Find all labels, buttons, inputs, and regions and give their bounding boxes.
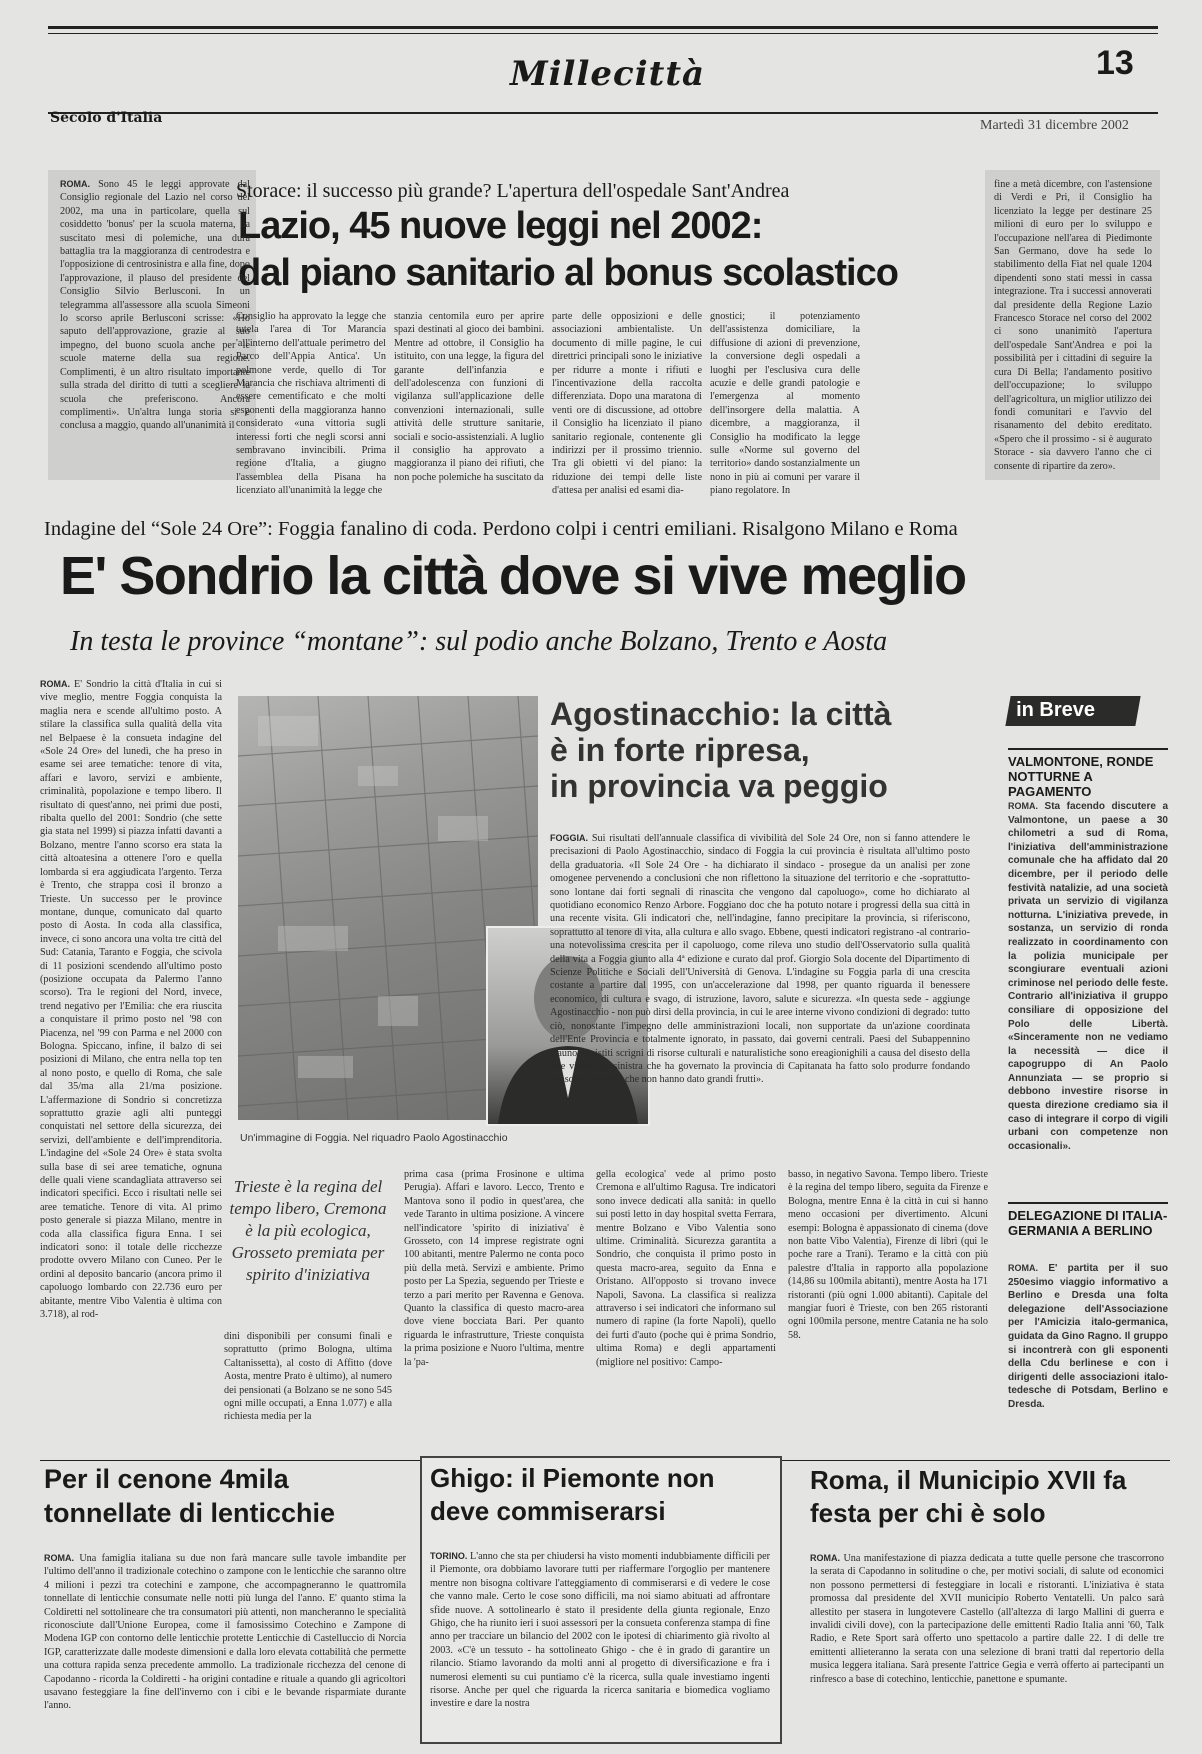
top-double-rule (48, 26, 1158, 29)
agos-dateline: FOGGIA. (550, 833, 588, 843)
ghigo-dateline: TORINO. (430, 1551, 468, 1561)
lazio-headline-line2: dal piano sanitario al bonus scolastico (238, 252, 898, 294)
inbreve-item1-dateline: ROMA. (1008, 801, 1038, 811)
page-number: 13 (1096, 44, 1134, 82)
lenticchie-body: Una famiglia italiana su due non farà mancare sulle tavole imbandite per l'ultimo dell'anno il tradizionale cotechino o zampone con le lenticchie che saranno oltre 4 milioni i pezzi tra cotechini e zampone, che accompagneranno le quattromila tonnellate di lenticchie consumate nelle notti più lunga del l'anno. E' quanto stima la Coldiretti nel sottolineare che tra consumatori più attenti, non mancheranno le specialità riconosciute dall'Unione Europea, come il famosissimo Cotechino e Zampone di Modena IGP con contorno delle lenticchie protette Lenticchie di Castelluccio di Norcia IGP, caratterizzate dalle modeste dimensioni e dalla loro elevata cottabilità che permette una cottura rapida senza precedente ammollo. La tradizionale ricchezza del cenone di Capodanno - ricorda la Coldiretti - ha origini contadine e rituale a quando gli agricoltori usavano festeggiare la fine dell'inverno con i cibi e le bevande risparmiate durante l'anno. (44, 1553, 407, 1712)
agostinacchio-text (550, 832, 970, 1122)
lazio-col-6 (994, 178, 1152, 476)
lazio-col-3-text: stanzia centomila euro per aprire spazi destinati al gioco dei bambini. Mentre ad ottobre, il Consiglio ha istituito, con una legge, la figura del garante dell'infanzia e dell'adolescenza con funzioni di vigilanza sull'applicazione delle convenzioni internazionali, sulle attività delle strutture sanitarie, sociali e socio-assistenziali. A luglio il consiglio ha approvato a maggioranza il piano dei rifiuti, che non poche polemiche ha suscitato da (394, 311, 544, 483)
municipio-text (810, 1552, 1164, 1742)
sondrio-col-b2-text: prima casa (prima Frosinone e ultima Perugia). Affari e lavoro. Lecco, Trento e Mantova sono il podio in quest'area, che vede Taranto in ultima posizione. A vincere nell'indicatore 'spirito di iniziativa' è Grosseto, con 14 imprese registrate ogni 100 abitanti, mentre Palermo ne conta poco più della metà. Servizi e ambiente. Primo posto per La Spezia, seguendo per Trieste e terzo a pari merito per Ravenna e Genova. Quanto la classifica di questo macro-area dove viene bocciata Bari. Per quanto riguarda le infrastrutture, Trieste conquista la prima posizione e Nuoro l'ultima, mentre la 'pa- (404, 1169, 584, 1368)
sondrio-col-b3 (596, 1168, 776, 1452)
lenticchie-title: Per il cenone 4mila tonnellate di lenticchie (44, 1464, 336, 1528)
ghigo-body: L'anno che sta per chiudersi ha visto momenti indubbiamente difficili per il Piemonte, ora dobbiamo lavorare tutti per riaffermare l'orgoglio per mantenere mentre non bisogna coltivare l'atteggiamento di commiserarsi e di vedere le cose che vanno male. Certo le cose sono difficili, ma noi siamo abituati ad affrontare sfide nuove. A sottolinearlo è stato il presidente della giunta regionale, Enzo Ghigo, che ha riunito ieri i suoi assessori per la consueta conferenza stampa di fine anno per tracciare un bilancio del 2002 con le ipotesi di chiarimento già rivolto al 2003. «C'è un tessuto - ha sottolineato Ghigo - che è in grado di garantire un rilancio. Stiamo lavorando da molti anni al progetto di diversificazione e fra i numerosi elementi su cui puntiamo c'è la ricerca, sulla quale investiamo ingenti risorse. Anche per quel che riguarda la ricerca sanitaria e biomedica vogliamo investire e dare la nostra (430, 1551, 771, 1710)
inbreve-item2-dateline: ROMA. (1008, 1263, 1038, 1273)
municipio-body: Una manifestazione di piazza dedicata a tutte quelle persone che trascorrono la serata di Capodanno in solitudine o che, per motivi sociali, di salute od economici non possono permettersi di festeggiare in locali e ristoranti. L'iniziativa è stata promossa dal presidente del XVII municipio Roberto Ventatelli. Un palco sarà allestito per stasera in lungotevere Castello (all'altezza di largo Mallini di guerra e invalidi civili dove), con la partecipazione delle emittenti Radio Italia anni '60, Talk Radio, e Rete Sport sarà offerto uno spettacolo a partire dalle 22. I di delle tre emittenti allieteranno la serata con una selezione di brani tratti dal repertorio della musica leggera italiana. Sarà presente l'attrice Gegia e verrà offerto ai partecipanti un rinfresco a base di cotechino, lenticchie, panettone e spumante. (810, 1553, 1164, 1685)
lazio-col-4-text: parte delle opposizioni e delle associazioni ambientaliste. Un documento di mille pagine, le cui direttrici principali sono le iniziative per ridurre a monte i rifiuti e l'incentivazione della raccolta differenziata. Dopo una maratona di venti ore di discussione, ad ottobre il Consiglio ha licenziato il piano sanitario regionale, contenente gli indirizzi per il prossimo triennio. Tra gli obietti vi del piano: la riduzione dei tempi delle liste d'attesa per analisi ed esami dia- (552, 311, 702, 497)
agos-headline-line2: è in forte ripresa, (550, 732, 810, 768)
paper-name: Secolo d'Italia (50, 110, 163, 126)
inbreve-label: in Breve (1016, 699, 1096, 721)
lenticchie-text (44, 1552, 406, 1742)
inbreve-sidebar (998, 690, 1170, 1460)
foggia-aerial-photo (238, 696, 538, 1120)
lazio-col-1 (60, 178, 250, 476)
sondrio-col-b3-text: gella ecologica' vede al primo posto Cremona e all'ultimo Ragusa. Tre indicatori sono invece dedicati alla sanità: in quello sui posti letto in day hospital svetta Ferrara, mentre Bolzano e Vibo Valentia sono ultime. Criminalità. Sicurezza garantita a Sondrio, che conquista il primo posto in questa macro-area, seguito da Enna e Oristano. All'opposto si trovano invece Napoli, Savona. La classifica si realizza attraverso i sei indicatori che informano sul numero di rapine (la forte Napoli), quello dei furti d'auto (poche qui è prima Sondrio, ultima Roma) e degli appartamenti (migliore nel positivo: Campo- (596, 1169, 776, 1368)
agos-headline-line3: in provincia va peggio (550, 768, 888, 804)
inbreve-label-box (1005, 696, 1140, 726)
sondrio-headline: E' Sondrio la città dove si vive meglio (60, 546, 966, 606)
sondrio-col-b2 (404, 1168, 584, 1452)
sondrio-col-left-text: E' Sondrio la città d'Italia in cui si vive meglio, mentre Foggia conquista la maglia nera e scende all'ultimo posto. A stilare la classifica sulla qualità della vita nel Belpaese è la consueta indagine del «Sole 24 Ore» del lunedì, che ha preso in esame sei aree tematiche: tenore di vita, affari e lavoro, servizi e ambiente, criminalità, popolazione e tempo libero. Il risultato di quest'anno, nei primi due posti, ribalta quello del 2001: Sondrio (che sette gia stata nel 1999) si piazza infatti davanti a Bolzano, mentre l'anno scorso era stata la città altoatesina a ottenere l'oro e quella lombarda si era aggiudicata l'argento. Terza è Trento, che strappa così il bronzo a Trieste. Un successo per le province montane, dunque, comunicato dal quarto posto di Aosta. In coda alla classifica, invece, ci sono ancora una volta tre città del Sud: Catania, Taranto e Foggia, che scivola di 11 posizioni scendendo all'ultimo posto (posizione occupata da Palermo l'anno scorso). Tra le regioni del Nord, invece, trend negativo per l'Emilia: che era riuscita a conquistare il primo posto nel '98 con Piacenza, nel '99 con Parma e nel 2000 con Bologna. Spiccano, infine, il balzo di sei posizioni di Milano, che entra nella top ten al nono posto, e quello di Roma, che sale dal 35/ma alla 21/ma posizione. L'affermazione di Sondrio si concretizza soprattutto grazie agli alti punteggi conquistati nel settore della sicurezza, dei servizi, dell'ambiente e dell'imprenditoria. L'indagine del «Sole 24 Ore» è stata svolta sulla base di sei aree tematiche, ognuna delle quali viene scandagliata attraverso sei indicatori specifici. Ecco i risultati nelle sei aree tematiche. Tenore di vita. Al primo posto generale si piazza Milano, mentre in coda alla classifica figura Enna. I sei indicatori sono: il totale delle ricchezze prodotte ovvero Milano con Cuneo. Per le ordini al deposito bancario (ancora primo il capoluogo lombardo con 22.736 euro per abitante, mentre Vibo Valentia è ultima con 3.718), al rod- (40, 679, 223, 1321)
lazio-kicker: Storace: il successo più grande? L'apertura dell'ospedale Sant'Andrea (236, 180, 790, 202)
ghigo-title: Ghigo: il Piemonte non deve commiserarsi (430, 1463, 715, 1526)
agostinacchio-headline (550, 696, 970, 804)
sondrio-col-b4 (788, 1168, 988, 1452)
municipio-title: Roma, il Municipio XVII fa festa per chi è solo (810, 1465, 1127, 1528)
inbreve-item1-text (1008, 800, 1168, 1190)
sondrio-col-b1 (224, 1330, 392, 1450)
lazio-col-2-text: Consiglio ha approvato la legge che tutela l'area di Tor Marancia 'all'interno dell'attuale perimetro del Parco dell'Appia Antica'. Un polmone verde, quello di Tor Marancia che rischiava altrimenti di essere cementificato e che molti esponenti della maggioranza hanno considerato «una vittoria sugli interessi forti che negli scorsi anni sembravano invincibili. Prima regione d'Italia, a giugno l'assemblea della Pisana ha licenziato all'unanimità la legge che (236, 311, 386, 497)
lazio-col-6-text: fine a metà dicembre, con l'astensione di Verdi e Pri, il Consiglio ha licenziato la legge per destinare 25 milioni di euro per lo sviluppo e l'occupazione nell'area di Piedimonte San Germano, dove ha sede lo stabilimento della Fiat nel quale 1204 dipendenti sono stati messi in cassa integrazione. Tra i successi annoverati dal presidente della Regione Lazio Francesco Storace nel corso del 2002 ci sono unanimitò l'apertura dell'ospedale Sant'Andrea e poi la possibilità per i cittadini di seguire la cura Di Bella; l'andamento positivo dell'occupazione; lo sviluppo dell'agricoltura, un miglior utilizzo dei fondi comunitari e l'avvio del risanamento del debito ereditato. «Spero che il prossimo - si è augurato Storace - sia davvero l'anno che ci consente di ripartire da zero». (994, 179, 1152, 472)
lenticchie-article (40, 1458, 410, 1748)
section-logo (500, 38, 760, 108)
lazio-col-1-text: Sono 45 le leggi approvate dal Consiglio regionale del Lazio nel corso del 2002, ma una in particolare, quella sul cosiddetto 'bonus' per la scuola materna, ha suscitato mesi di polemiche, una dura battaglia tra la maggioranza di centrodestra e l'opposizione di centrosinistra e alla fine, dopo l'approvazione, il plauso del presidente del Consiglio Silvio Berlusconi. In un telegramma all'assessore alla scuola Simeoni lo scorso aprile Berlusconi scrisse: «Ho saputo dell'approvazione, grazie al suo impegno, del buono scuola anche per le scuole materne della sua regione. Complimenti, è un altro risultato importante sulla strada del diritto di tutti a scegliere la scuola che preferiscono. Ancora complimenti». Un'altra lunga storia si è conclusa a maggio, quando all'unanimità il (60, 179, 251, 432)
sondrio-col-b4-text: basso, in negativo Savona. Tempo libero. Trieste è la regina del tempo libero, seguita da Firenze e Bologna, mentre Enna è la città in cui si hanno meno occasioni per divertimento. Alcuni esempi: Bologna è appassionato di cinema (dove non batte Vibo Valentia), Firenze di libri (qui le poche rare a Trani). Teramo e la città con più palestre d'Italia in rapporto alla popolazione (14,86 su 100mila abitanti), mentre Aosta ha 171 ristoranti (più ogni 1.000 abitanti). Capitale del mangiar fuori è Trieste, con ben 265 ristoranti ogni 100mila persone, mentre Catania ne ha solo 58. (788, 1169, 988, 1341)
lazio-col-4 (552, 310, 702, 497)
sondrio-kicker: Indagine del “Sole 24 Ore”: Foggia fanalino di coda. Perdono colpi i centri emiliani. Risalgono Milano e Roma (44, 518, 958, 540)
lazio-col-2 (236, 310, 386, 497)
ghigo-text (430, 1550, 770, 1736)
top-rule-thin (48, 33, 1158, 34)
pull-quote: Trieste è la regina del tempo libero, Cremona è la più ecologica, Grosseto premiata per spirito d'iniziativa (229, 1177, 387, 1284)
municipio-dateline: ROMA. (810, 1553, 840, 1563)
inbreve-item2-body: E' partita per il suo 250esimo viaggio informativo a Berlino e Dresda una folta delegazione dell'Associazione per l'Amicizia italo-germanica, guidata da Gino Ragno. Il gruppo si incontrerà con gli esponenti della Cdu berlinese e con i dirigenti delle associazioni italo-tedesche di Potsdam, Berlino e Dresda. (1008, 1263, 1169, 1410)
inbreve-item2-title: DELEGAZIONE DI ITALIA-GERMANIA A BERLINO (1008, 1202, 1168, 1238)
section-logo-text: Millecittà (510, 54, 706, 94)
agos-headline-line1: Agostinacchio: la città (550, 696, 892, 732)
sondrio-dateline: ROMA. (40, 679, 70, 689)
lazio-col-5-text: gnostici; il potenziamento dell'assistenza domiciliare, la diffusione di azioni di prevenzione, la conversione degli ospedali a luoghi per l'esclusiva cura delle acuzie e delle grandi patologie e l'emergenza al momento dell'insorgere della malattia. A dicembre, a maggioranza, il Consiglio ha modificato la legge sulle «Norme sul governo del territorio» dando sostanzialmente un nono in più ai comuni per varare il piano regolatore. In (710, 311, 860, 497)
agos-text-body: Sui risultati dell'annuale classifica di vivibilità del Sole 24 Ore, non si fanno attendere le precisazioni di Paolo Agostinacchio, sindaco di Foggia la cui provincia è risultata all'ultimo posto della graduatoria. «Il Sole 24 Ore - ha dichiarato il sindaco - prosegue da un analisi per zone omogenee pervenendo a conclusioni che non riflettono la situazione del territorio e che -soprattutto- sono lontane dai forti segnali di rinascita che vengono dal capoluogo», come ho dichiarato al quotidiano economico Renzo Arbore. Foggiano doc che ha potuto notare i progressi della sua città in una recente visita. Gli indicatori che, nell'indagine, fanno precipitare la provincia, si riferiscono, soprattutto al tenore di vita, alla cultura e allo svago. Ebbene, questi indicatori registrano -al contrario- una notevolissima crescita per il capoluogo, come rileva uno studio dell'Osservatorio sulla qualità della vita a Foggia giunto alla 4ª edizione e curato dal prof. Giorgio Sola docente del Dipartimento di Scienze Politiche e Sociali dell'Università di Genova. L'indagine su Foggia parla di una crescita costante a partire dal 1995, con un'accelerazione dal 1998, per quanto riguarda il benessere economico, di cultura e svago, di istruzione, lavoro, salute e sicurezza. «In questa sede - aggiunge Agostinacchio - non può dirsi della provincia, in cui le aree interne vivono condizioni di degrado: tutto ciò, nonostante l'impegno delle amministrazioni locali, non supportate da un'azione coordinata dell'Ente Provincia e totalmente ignorato, in passato, dai governi centrali. Paesi del Subappennino Dauno, assistiti scrigni di risorse culturali e naturalistiche sono ereagionighili a causa del disesto della rete viaria. La sinistra che ha governato la provincia di Capitanata ha fatto solo produrre fondando consorzi e società che non hanno dato grandi frutti». (550, 833, 970, 1086)
ghigo-article (420, 1456, 782, 1744)
inbreve-item2-text (1008, 1262, 1168, 1452)
sondrio-subhead: In testa le province “montane”: sul podio anche Bolzano, Trento e Aosta (70, 626, 888, 657)
issue-date: Martedì 31 dicembre 2002 (980, 118, 1129, 133)
municipio-article (802, 1458, 1170, 1748)
inbreve-item1-body: Sta facendo discutere a Valmontone, un paese a 30 chilometri a sud di Roma, l'iniziativa dell'amministrazione comunale che ha affidato dal 20 dicembre, per il periodo delle festività natalizie, ad una società privata un servizio di vigilanza notturna. L'iniziativa prevede, in sostanza, un servizio di ronda realizzato in coordinamento con la polizia municipale per scongiurare eventuali azioni criminose nel periodo delle feste. Contrario all'iniziativa il gruppo consiliare di opposizione del Polo delle Libertà. «Sinceramente non ne vediamo la necessità — dice il capogruppo di An Paolo Annunziata — se proprio si debbono investire risorse in questa direzione crediamo sia il caso di integrare il corpo di vigili urbani con competenze non occasionali». (1008, 801, 1169, 1152)
lazio-col-3 (394, 310, 544, 483)
lazio-col-5 (710, 310, 860, 497)
lenticchie-dateline: ROMA. (44, 1553, 74, 1563)
inbreve-item1-title: VALMONTONE, RONDE NOTTURNE A PAGAMENTO (1008, 748, 1168, 799)
lazio-headline-line1: Lazio, 45 nuove leggi nel 2002: (238, 205, 763, 247)
masthead-bottom-rule (48, 112, 1158, 114)
lazio-dateline: ROMA. (60, 179, 90, 189)
sondrio-col-b1-text: dini disponibili per consumi finali e soprattutto (primo Bologna, ultima Caltanissetta), al costo di Affitto (dove Aosta, mentre Prato è ultimo), al numero dei pensionati (a Bolzano se ne sono 545 ogni mille occupati, a Enna 1.077) e alla richiesta media per la (224, 1331, 392, 1423)
photo-caption: Un'immagine di Foggia. Nel riquadro Paolo Agostinacchio (240, 1132, 508, 1144)
